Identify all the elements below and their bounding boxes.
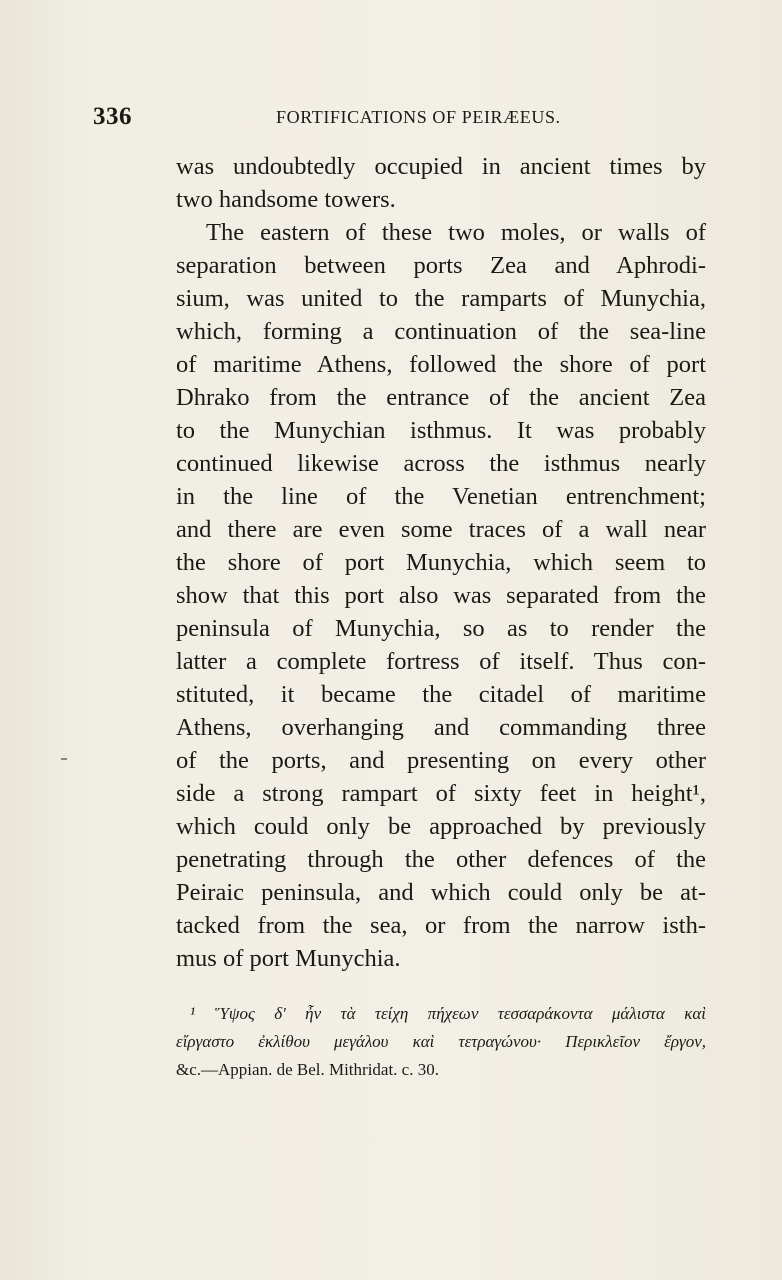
text-line: the shore of port Munychia, which seem to	[176, 549, 706, 576]
footnote-line: ¹ Ὕψος δ' ἦν τὰ τείχη πήχεων τεσσαράκοντα μάλιστα καὶ	[190, 1004, 706, 1023]
text-line: The eastern of these two moles, or walls of	[206, 219, 706, 246]
text-line: and there are even some traces of a wall near	[176, 516, 706, 543]
text-line: to the Munychian isthmus. It was probably	[176, 417, 706, 444]
text-line: continued likewise across the isthmus nearly	[176, 450, 706, 477]
text-line: was undoubtedly occupied in ancient times by	[176, 153, 706, 180]
text-line: in the line of the Venetian entrenchment;	[176, 483, 706, 510]
text-line: peninsula of Munychia, so as to render the	[176, 615, 706, 642]
text-line: tacked from the sea, or from the narrow isth-	[176, 912, 706, 939]
page-header	[93, 103, 613, 137]
text-line: show that this port also was separated from the	[176, 582, 706, 609]
footnote	[176, 1000, 706, 1084]
text-line: two handsome towers.	[176, 186, 396, 213]
margin-mark	[61, 758, 67, 760]
text-line: of the ports, and presenting on every other	[176, 747, 706, 774]
text-line: latter a complete fortress of itself. Thus con-	[176, 648, 706, 675]
text-line: which, forming a continuation of the sea-line	[176, 318, 706, 345]
footnote-line: εἴργαστο ἐκλίθου μεγάλου καὶ τετραγώνου· Περικλεῖον ἔργον,	[176, 1032, 706, 1051]
body-text	[176, 150, 706, 975]
text-line: mus of port Munychia.	[176, 945, 401, 972]
text-line: Athens, overhanging and commanding three	[176, 714, 706, 741]
text-line: stituted, it became the citadel of maritime	[176, 681, 706, 708]
text-line: penetrating through the other defences of the	[176, 846, 706, 873]
page-number: 336	[93, 103, 132, 130]
running-head: FORTIFICATIONS OF PEIRÆEUS.	[276, 107, 561, 127]
text-line: of maritime Athens, followed the shore of port	[176, 351, 706, 378]
text-line: separation between ports Zea and Aphrodi-	[176, 252, 706, 279]
text-line: Dhrako from the entrance of the ancient Zea	[176, 384, 706, 411]
text-line: Peiraic peninsula, and which could only be at-	[176, 879, 706, 906]
footnote-line: &c.—Appian. de Bel. Mithridat. c. 30.	[176, 1060, 439, 1079]
text-line: side a strong rampart of sixty feet in height¹,	[176, 780, 706, 807]
text-line: sium, was united to the ramparts of Munychia,	[176, 285, 706, 312]
text-line: which could only be approached by previously	[176, 813, 706, 840]
